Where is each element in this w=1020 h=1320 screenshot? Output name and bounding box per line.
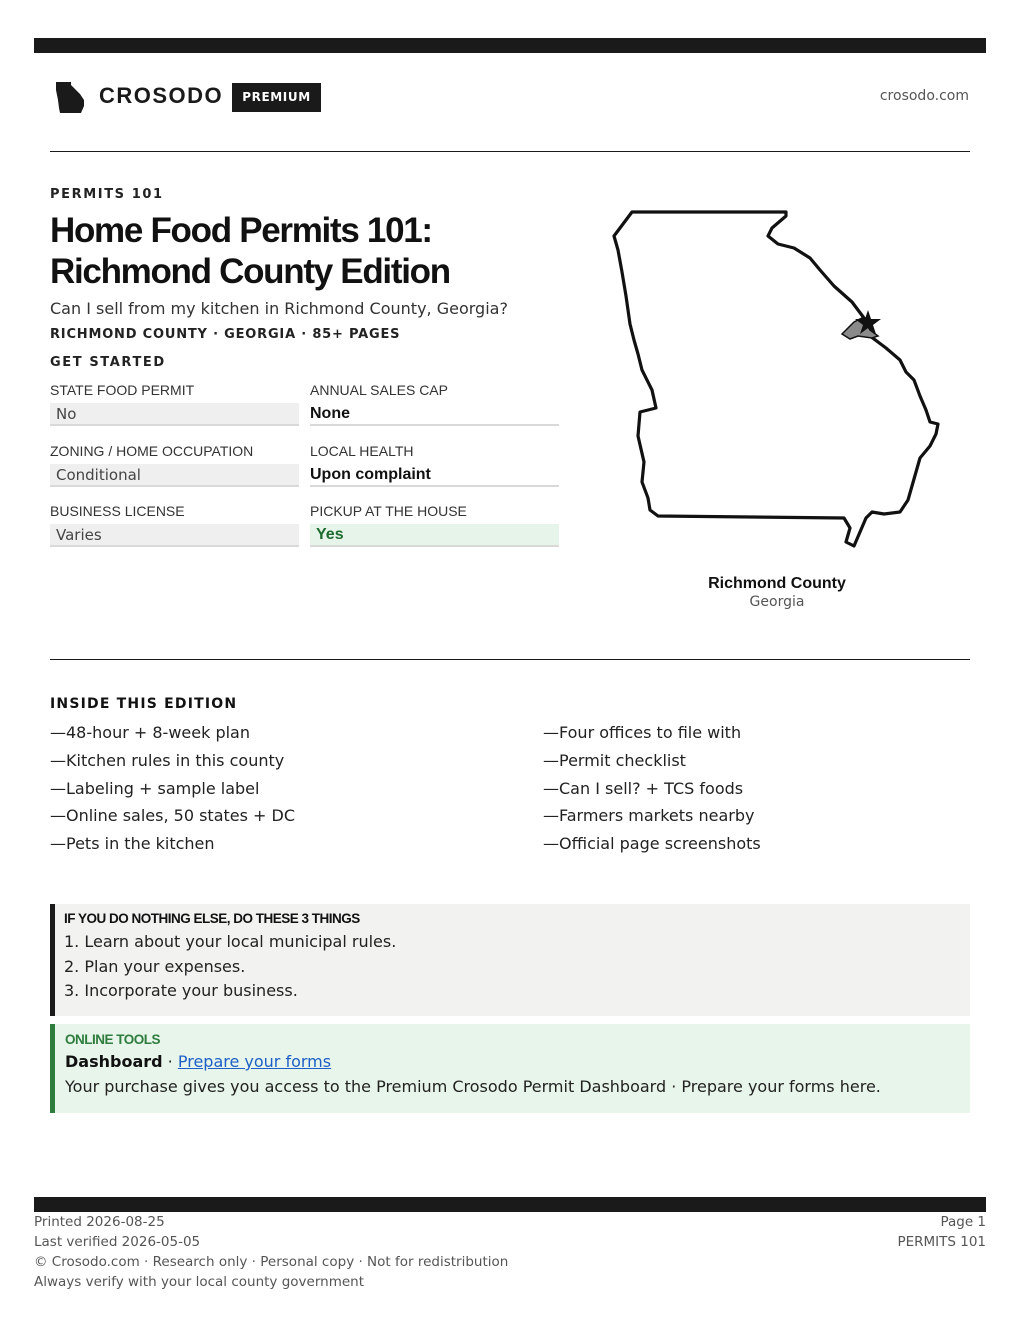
list-item: —Online sales, 50 states + DC xyxy=(50,806,296,826)
top-bar xyxy=(34,38,986,53)
todo-callout xyxy=(50,904,970,1016)
field-label: ANNUAL SALES CAP xyxy=(310,382,448,398)
printed-date: Printed 2026-08-25 xyxy=(34,1214,165,1230)
georgia-outline xyxy=(614,212,938,546)
title-line-1: Home Food Permits 101: xyxy=(50,211,432,250)
field-label: PICKUP AT THE HOUSE xyxy=(310,503,467,519)
tools-callout xyxy=(50,1024,970,1113)
prepare-forms-link[interactable]: Prepare your forms xyxy=(177,1052,332,1071)
todo-item: 3. Incorporate your business. xyxy=(64,981,298,1000)
list-item: —Official page screenshots xyxy=(543,834,761,854)
page-number: Page 1 xyxy=(940,1214,986,1230)
field-sales-cap xyxy=(310,382,559,426)
copyright: © Crosodo.com · Research only · Personal copy · Not for redistribution xyxy=(34,1254,509,1270)
inside-title: INSIDE THIS EDITION xyxy=(50,696,238,712)
meta-line: RICHMOND COUNTY · GEORGIA · 85+ PAGES xyxy=(50,327,401,342)
tools-description: Your purchase gives you access to the Premium Crosodo Permit Dashboard · Prepare your forms here. xyxy=(65,1077,881,1096)
footer-section: PERMITS 101 xyxy=(897,1234,986,1250)
map-county: Richmond County xyxy=(708,575,846,592)
tools-links-row xyxy=(65,1052,970,1075)
georgia-map xyxy=(600,200,950,560)
map-caption xyxy=(677,575,877,610)
subtitle: Can I sell from my kitchen in Richmond County, Georgia? xyxy=(50,299,508,318)
list-item: —Labeling + sample label xyxy=(50,778,260,798)
georgia-logo-icon xyxy=(54,80,86,114)
site-url[interactable]: crosodo.com xyxy=(879,88,969,104)
section-divider xyxy=(50,659,970,660)
list-item: —Farmers markets nearby xyxy=(543,806,755,826)
field-state-permit xyxy=(50,382,299,426)
dashboard-label: Dashboard xyxy=(65,1052,163,1071)
tools-title: ONLINE TOOLS xyxy=(65,1032,161,1047)
field-value: Varies xyxy=(50,524,299,547)
bottom-bar xyxy=(34,1197,986,1212)
field-label: BUSINESS LICENSE xyxy=(50,503,185,519)
field-label: ZONING / HOME OCCUPATION xyxy=(50,443,254,459)
brand-name: CROSODO xyxy=(99,83,224,108)
list-item: —Kitchen rules in this county xyxy=(50,750,285,770)
premium-badge: PREMIUM xyxy=(232,83,321,112)
field-zoning xyxy=(50,443,299,487)
field-value: Conditional xyxy=(50,464,299,487)
field-business-license xyxy=(50,503,299,547)
list-item: —48-hour + 8-week plan xyxy=(50,723,250,742)
todo-list xyxy=(64,930,970,1004)
field-pickup xyxy=(310,503,559,547)
field-label: STATE FOOD PERMIT xyxy=(50,382,195,398)
footer-left xyxy=(34,1212,508,1292)
page-title xyxy=(50,210,570,292)
header-divider xyxy=(50,151,970,152)
field-label: LOCAL HEALTH xyxy=(310,443,414,459)
field-value: No xyxy=(50,403,299,426)
field-value: Yes xyxy=(310,524,559,547)
field-local-health xyxy=(310,443,559,487)
field-value: None xyxy=(310,403,559,426)
inside-list-right xyxy=(543,722,983,861)
list-item: —Pets in the kitchen xyxy=(50,834,215,854)
inside-list-left xyxy=(50,722,490,861)
list-item: —Four offices to file with xyxy=(543,723,742,742)
section-heading: GET STARTED xyxy=(50,355,166,370)
field-value: Upon complaint xyxy=(310,464,559,487)
todo-title: IF YOU DO NOTHING ELSE, DO THESE 3 THINGS xyxy=(64,911,360,926)
list-item: —Can I sell? + TCS foods xyxy=(543,778,744,798)
header xyxy=(50,78,970,118)
list-item: —Permit checklist xyxy=(543,750,686,770)
disclaimer: Always verify with your local county government xyxy=(34,1274,364,1290)
title-line-2: Richmond County Edition xyxy=(50,252,450,291)
separator: · xyxy=(162,1052,178,1071)
todo-item: 1. Learn about your local municipal rules. xyxy=(64,932,397,951)
map-state: Georgia xyxy=(749,594,805,610)
verified-date: Last verified 2026-05-05 xyxy=(34,1234,201,1250)
todo-item: 2. Plan your expenses. xyxy=(64,956,246,976)
eyebrow: PERMITS 101 xyxy=(50,187,164,202)
footer-right xyxy=(897,1212,986,1252)
